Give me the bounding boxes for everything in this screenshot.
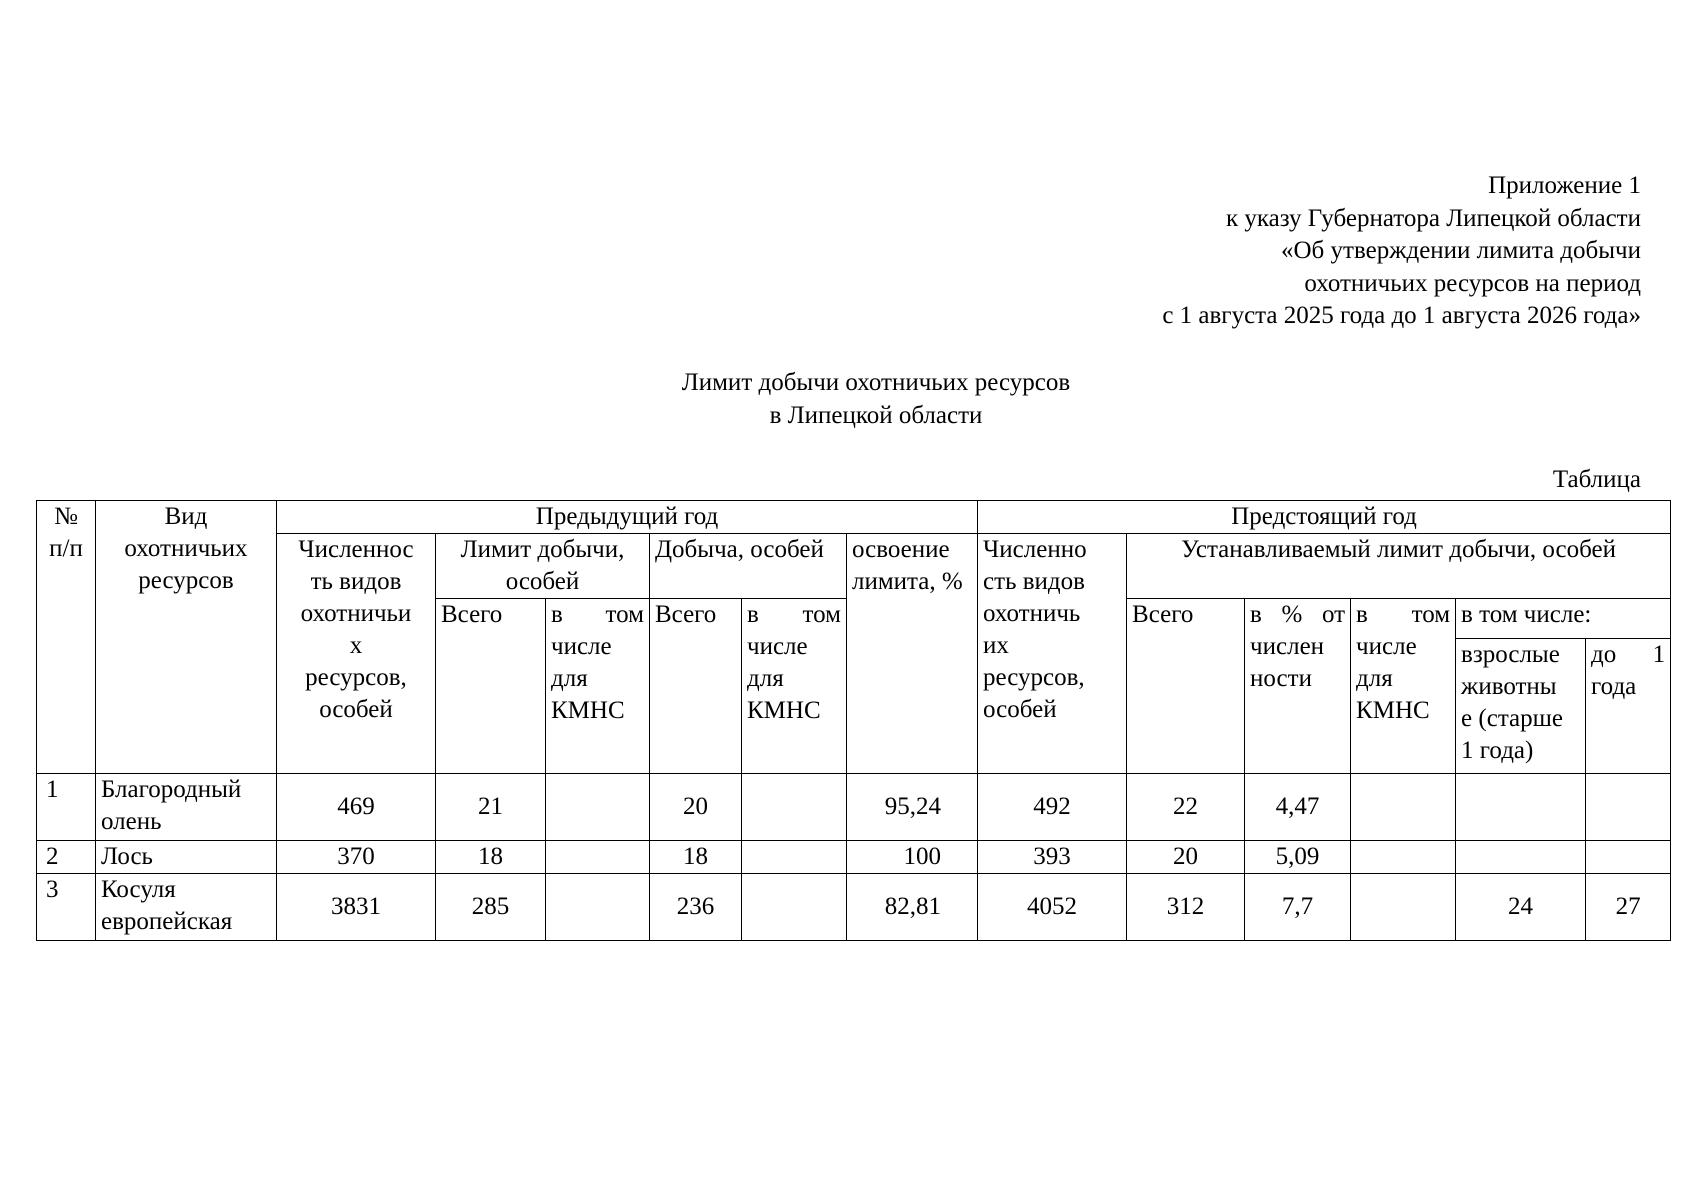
row-harvest-kmns: [742, 774, 847, 841]
header-row: [37, 501, 1671, 534]
header-new-limit-kmns: в том числе для КМНС: [1351, 599, 1456, 774]
header-harvest-prev: Добыча, особей: [650, 534, 847, 599]
row-num: 2: [37, 841, 96, 874]
row-new-limit-kmns: [1351, 774, 1456, 841]
row-harvest-total: 236: [650, 874, 742, 941]
table-caption: Таблица: [1552, 466, 1641, 493]
row-limit-kmns: [546, 841, 650, 874]
table-row: [37, 841, 1671, 874]
row-species: Лось: [96, 841, 277, 874]
row-population-next: 393: [978, 841, 1127, 874]
row-limit-use: 95,24: [847, 774, 978, 841]
header-limit-use: освоение лимита, %: [847, 534, 978, 774]
row-limit-kmns: [546, 774, 650, 841]
row-adults: 24: [1456, 874, 1586, 941]
row-population-prev: 3831: [277, 874, 436, 941]
header-new-limit-pct: в % от числен ности: [1245, 599, 1351, 774]
row-population-prev: 370: [277, 841, 436, 874]
header-harvest-total: Всего: [650, 599, 742, 774]
annex-line: к указу Губернатора Липецкой области: [1225, 204, 1641, 232]
row-num: 3: [37, 874, 96, 941]
header-adults: взрослые животны е (старше 1 года): [1456, 639, 1586, 774]
document-title: [0, 366, 1697, 432]
header-including: в том числе:: [1456, 599, 1671, 639]
header-prev-year: Предыдущий год: [277, 501, 978, 534]
row-limit-total: 21: [436, 774, 546, 841]
table-row: [37, 874, 1671, 941]
row-new-limit-pct: 5,09: [1245, 841, 1351, 874]
annex-line: Приложение 1: [1488, 172, 1641, 199]
row-new-limit-total: 20: [1127, 841, 1245, 874]
row-new-limit-kmns: [1351, 841, 1456, 874]
document-title-line: в Липецкой области: [769, 402, 983, 429]
row-num: 1: [37, 774, 96, 841]
header-population-next: Численно сть видов охотничь их ресурсов, особей: [978, 534, 1127, 774]
annex-line: охотничьих ресурсов на период: [1304, 269, 1641, 297]
header-limit-total: Всего: [436, 599, 546, 774]
row-harvest-kmns: [742, 841, 847, 874]
document-title-line: Лимит добычи охотничьих ресурсов: [681, 369, 1071, 396]
header-species: Вид охотничьих ресурсов: [96, 501, 277, 774]
row-young: [1586, 774, 1671, 841]
row-limit-use: 82,81: [847, 874, 978, 941]
row-population-next: 4052: [978, 874, 1127, 941]
row-new-limit-total: 312: [1127, 874, 1245, 941]
row-limit-use: 100: [847, 841, 978, 874]
row-species: Благородный олень: [96, 774, 277, 841]
header-limit-next: Устанавливаемый лимит добычи, особей: [1127, 534, 1671, 599]
header-harvest-kmns: в том числе для КМНС: [742, 599, 847, 774]
row-new-limit-kmns: [1351, 874, 1456, 941]
row-adults: [1456, 841, 1586, 874]
table-row: [37, 774, 1671, 841]
row-new-limit-pct: 4,47: [1245, 774, 1351, 841]
header-num: № п/п: [37, 501, 96, 774]
header-next-year: Предстоящий год: [978, 501, 1671, 534]
annex-line: «Об утверждении лимита добычи: [1281, 237, 1641, 264]
row-harvest-kmns: [742, 874, 847, 941]
row-species: Косуля европейская: [96, 874, 277, 941]
header-population-prev: Численнос ть видов охотничьи х ресурсов, особей: [277, 534, 436, 774]
annex-line: с 1 августа 2025 года до 1 августа 2026 года»: [1162, 302, 1641, 329]
row-harvest-total: 18: [650, 841, 742, 874]
row-harvest-total: 20: [650, 774, 742, 841]
row-adults: [1456, 774, 1586, 841]
row-population-next: 492: [978, 774, 1127, 841]
row-population-prev: 469: [277, 774, 436, 841]
hunting-limits-table: [36, 500, 1671, 941]
annex-header: [1162, 170, 1641, 333]
header-limit-prev: Лимит добычи, особей: [436, 534, 650, 599]
header-young: до 1 года: [1586, 639, 1671, 774]
row-young: [1586, 841, 1671, 874]
row-new-limit-pct: 7,7: [1245, 874, 1351, 941]
row-new-limit-total: 22: [1127, 774, 1245, 841]
header-new-limit-total: Всего: [1127, 599, 1245, 774]
row-limit-total: 18: [436, 841, 546, 874]
header-row: [37, 534, 1671, 599]
row-limit-total: 285: [436, 874, 546, 941]
header-limit-kmns: в том числе для КМНС: [546, 599, 650, 774]
row-young: 27: [1586, 874, 1671, 941]
row-limit-kmns: [546, 874, 650, 941]
